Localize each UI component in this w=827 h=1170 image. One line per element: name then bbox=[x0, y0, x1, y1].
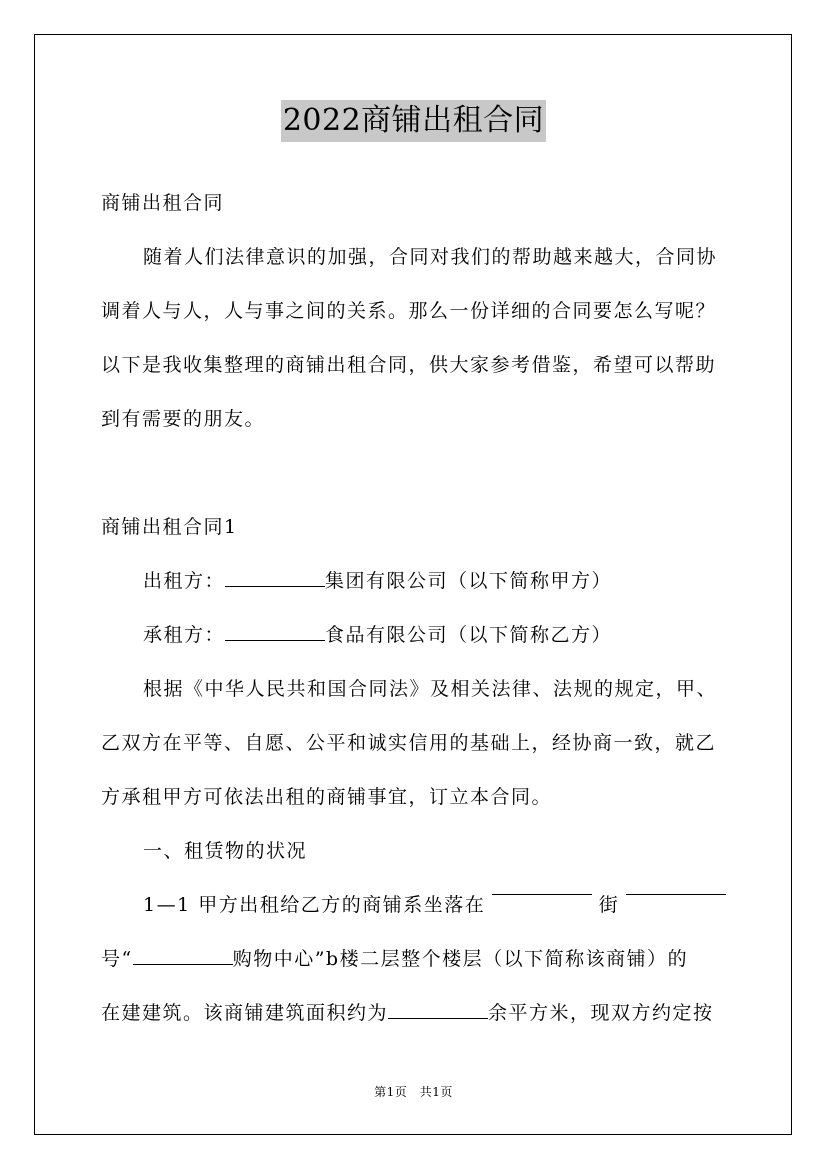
lessee-label: 承租方： bbox=[143, 624, 226, 646]
lessee-line bbox=[101, 608, 726, 662]
clause-line bbox=[101, 878, 726, 932]
basis-line: 根据《中华人民共和国合同法》及相关法律、法规的规定，甲、 bbox=[143, 678, 718, 700]
document-body bbox=[101, 176, 726, 1040]
document-title: 2022商铺出租合同 bbox=[281, 100, 546, 142]
clause-text: 号“ bbox=[101, 948, 133, 970]
intro-line: 随着人们法律意识的加强，合同对我们的帮助越来越大，合同协 bbox=[143, 246, 718, 268]
clause-text: 购物中心”b楼二层整个楼层（以下简称该商铺）的 bbox=[232, 948, 689, 970]
subtitle: 商铺出租合同 bbox=[101, 192, 225, 214]
page-footer: 第1页 共1页 bbox=[374, 1085, 453, 1099]
title-container bbox=[0, 100, 827, 142]
lessor-label: 出租方： bbox=[143, 570, 226, 592]
lessor-name-blank bbox=[225, 570, 325, 587]
spacer bbox=[101, 446, 726, 500]
area-blank bbox=[388, 1002, 488, 1019]
clause-line bbox=[101, 986, 726, 1040]
basis-line: 乙双方在平等、自愿、公平和诚实信用的基础上，经协商一致，就乙 bbox=[101, 732, 717, 754]
location-blank bbox=[492, 878, 592, 895]
intro-line: 调着人与人，人与事之间的关系。那么一份详细的合同要怎么写呢？ bbox=[101, 300, 717, 322]
clause-line bbox=[101, 932, 726, 986]
street-blank bbox=[626, 878, 726, 895]
lessor-line bbox=[101, 554, 726, 608]
lessee-name-blank bbox=[225, 624, 325, 641]
intro-line: 以下是我收集整理的商铺出租合同，供大家参考借鉴，希望可以帮助 bbox=[101, 354, 717, 376]
intro-line: 到有需要的朋友。 bbox=[101, 408, 266, 430]
basis-line: 方承租甲方可依法出租的商铺事宜，订立本合同。 bbox=[101, 786, 553, 808]
clause-text: 街 bbox=[598, 894, 620, 916]
clause-heading: 一、租赁物的状况 bbox=[143, 840, 308, 862]
clause-text: 余平方米，现双方约定按 bbox=[488, 1002, 714, 1024]
clause-text: 在建建筑。该商铺建筑面积约为 bbox=[101, 1002, 389, 1024]
lessor-suffix: 集团有限公司（以下简称甲方） bbox=[325, 570, 613, 592]
clause-text: 1—1 甲方出租给乙方的商铺系坐落在 bbox=[143, 894, 486, 916]
mall-name-blank bbox=[133, 948, 233, 965]
section-heading: 商铺出租合同1 bbox=[101, 516, 238, 538]
lessee-suffix: 食品有限公司（以下简称乙方） bbox=[325, 624, 613, 646]
